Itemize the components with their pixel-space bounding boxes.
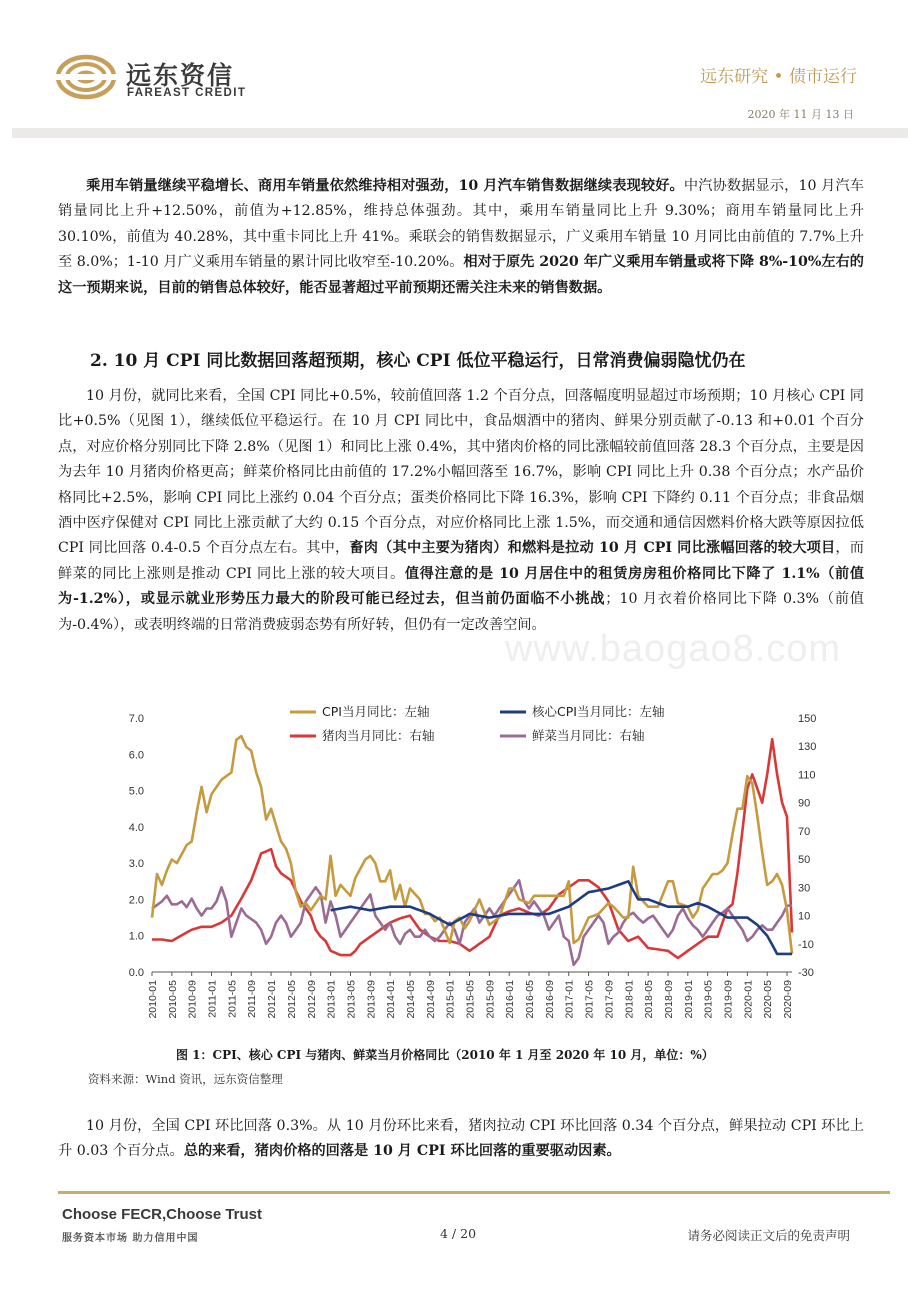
fareast-logo-icon (56, 54, 116, 100)
series-line-cpi (152, 736, 792, 954)
cpi-highlight-1: 畜肉（其中主要为猪肉）和燃料是拉动 10 月 CPI 同比涨幅回落的较大项目 (349, 540, 836, 557)
x-axis-tick-label: 2011-05 (226, 980, 239, 1018)
cpi-body-3: ；10 月衣着价格同比下降 0.3%（前值为-0.4%），或表明终端的日常消费疲弱态势有所好转，但仍有一定改善空间。 (58, 591, 864, 633)
footer-subtitle: 服务资本市场 助力信用中国 (62, 1233, 199, 1244)
x-axis-tick-label: 2013-01 (325, 980, 338, 1019)
x-axis-tick-label: 2012-09 (305, 980, 318, 1019)
x-axis-tick-label: 2011-09 (246, 980, 259, 1018)
x-axis-tick-label: 2018-09 (662, 980, 675, 1019)
logo-text-en: FAREAST CREDIT (127, 87, 247, 99)
figure-source: 资料来源：Wind 资讯，远东资信整理 (88, 1072, 283, 1086)
left-axis-tick-label: 1.0 (128, 930, 144, 943)
x-axis-tick-label: 2012-01 (266, 980, 279, 1019)
x-axis-tick-label: 2017-01 (563, 980, 576, 1019)
left-axis-tick-label: 2.0 (128, 894, 144, 907)
legend-label-pork: 猪肉当月同比：右轴 (322, 728, 435, 743)
x-axis-tick-label: 2014-05 (404, 980, 417, 1019)
right-axis-tick-label: 50 (798, 854, 811, 867)
x-axis-tick-label: 2017-05 (583, 980, 596, 1019)
x-axis-tick-label: 2020-09 (782, 980, 795, 1019)
logo-text-cn: 远东资信 (126, 61, 235, 90)
auto-sales-body: 中汽协数据显示，10 月汽车销量同比上升+12.50%，前值为+12.85%，维持总体强劲。其中，乘用车销量同比上升 9.30%；商用车销量同比上升 30.10%，前值为 40.28%，其中重卡同比上升 41%。乘联会的销售数据显示，广义乘用车销量 10 月同比由前值的 7.7%上升至 8.0%；1-10 月广义乘用车销量的累计同比收窄至-10.20%。 (58, 178, 864, 271)
x-axis-tick-label: 2019-09 (722, 980, 735, 1019)
legend-label-vegetable: 鲜菜当月同比：右轴 (532, 728, 645, 743)
x-axis-tick-label: 2016-01 (504, 980, 517, 1019)
left-axis-tick-label: 6.0 (128, 749, 144, 762)
figure-caption: 图 1：CPI、核心 CPI 与猪肉、鲜菜当月价格同比（2010 年 1 月至 2020 年 10 月，单位：%） (176, 1048, 714, 1062)
report-category: 远东研究 • 债市运行 (700, 67, 857, 87)
left-axis-tick-label: 7.0 (128, 713, 144, 725)
right-axis-tick-label: 110 (798, 769, 816, 782)
auto-sales-lead: 乘用车销量继续平稳增长、商用车销量依然维持相对强劲，10 月汽车销售数据继续表现较好。 (86, 178, 684, 194)
right-axis-tick-label: 10 (798, 910, 811, 923)
right-axis-tick-label: 150 (798, 713, 817, 725)
x-axis-tick-label: 2018-05 (643, 980, 656, 1019)
footer-divider (58, 1191, 890, 1194)
cpi-mom-conclusion: 总的来看，猪肉价格的回落是 10 月 CPI 环比回落的重要驱动因素。 (183, 1143, 621, 1160)
legend-label-cpi: CPI当月同比：左轴 (322, 704, 430, 719)
x-axis-tick-label: 2010-01 (147, 980, 159, 1019)
x-axis-tick-label: 2015-01 (444, 980, 457, 1019)
x-axis-tick-label: 2020-05 (762, 980, 775, 1019)
legend-label-core-cpi: 核心CPI当月同比：左轴 (532, 704, 665, 719)
watermark: www.baogao8.com (505, 628, 842, 670)
x-axis-tick-label: 2019-01 (682, 980, 695, 1019)
left-axis-tick-label: 5.0 (128, 785, 144, 798)
cpi-chart (110, 698, 830, 1038)
right-axis-tick-label: -10 (798, 938, 814, 951)
x-axis-tick-label: 2016-05 (524, 980, 537, 1019)
section-title-cpi: 2. 10 月 CPI 同比数据回落超预期，核心 CPI 低位平稳运行，日常消费偏弱隐忧仍在 (90, 351, 746, 371)
x-axis-tick-label: 2013-09 (365, 980, 378, 1019)
right-axis-tick-label: 30 (798, 882, 811, 895)
cpi-highlight-2: 值得注意的是 10 月居住中的租赁房房租价格同比下降了 1.1%（前值为-1.2%），或显示就业形势压力最大的阶段可能已经过去，但当前仍面临不小挑战 (58, 565, 865, 608)
left-axis-tick-label: 4.0 (128, 821, 144, 834)
left-axis-tick-label: 3.0 (128, 858, 144, 871)
page-number: 4 / 20 (440, 1226, 477, 1241)
x-axis-tick-label: 2020-01 (742, 980, 755, 1019)
left-axis-tick-label: 0.0 (128, 967, 144, 979)
series-line-pork (152, 739, 792, 958)
x-axis-tick-label: 2016-09 (543, 980, 556, 1019)
footer-slogan: Choose FECR,Choose Trust (62, 1206, 263, 1223)
right-axis-tick-label: 130 (798, 741, 817, 754)
cpi-body-1: 10 月份，就同比来看，全国 CPI 同比+0.5%，较前值回落 1.2 个百分点，回落幅度明显超过市场预期；10 月核心 CPI 同比+0.5%（见图 1），继续低位平稳运行。在 10 月 CPI 同比中，食品烟酒中的猪肉、鲜果分别贡献了-0.13 和+0.01 个百分点，对应价格分别同比下降 2.8%（见图 1）和同比上涨 0.4%，其中猪肉价格的同比涨幅较前值回落 28.3 个百分点，主要是因为去年 10 月猪肉价格更高；鲜菜价格同比由前值的 17.2%小幅回落至 16.7%，影响 CPI 同比上升 0.38 个百分点；水产品价格同比+2.5%，影响 CPI 同比上涨约 0.04 个百分点；蛋类价格同比下降 16.3%，影响 CPI 下降约 0.11 个百分点；非食品烟酒中医疗保健对 CPI 同比上涨贡献了大约 0.15 个百分点，对应价格同比上涨 1.5%，而交通和通信因燃料价格大跌等原因拉低 CPI 同比回落 0.4-0.5 个百分点左右。其中， (58, 388, 864, 557)
x-axis-tick-label: 2014-09 (424, 980, 437, 1019)
series-line-vegetable (152, 880, 792, 965)
paragraph-auto-sales (58, 174, 864, 301)
x-axis-tick-label: 2015-09 (484, 980, 497, 1019)
x-axis-tick-label: 2012-05 (285, 980, 298, 1019)
x-axis-tick-label: 2010-09 (186, 980, 199, 1019)
header-divider (12, 128, 908, 138)
x-axis-tick-label: 2018-01 (623, 980, 636, 1019)
right-axis-tick-label: 70 (798, 825, 811, 838)
auto-sales-conclusion: 相对于原先 2020 年广义乘用车销量或将下降 8%-10%左右的这一预期来说，目前的销售总体较好，能否显著超过平前预期还需关注未来的销售数据。 (58, 254, 864, 296)
x-axis-tick-label: 2014-01 (385, 980, 398, 1019)
x-axis-tick-label: 2015-05 (464, 980, 477, 1019)
x-axis-tick-label: 2013-05 (345, 980, 358, 1019)
report-date: 2020 年 11 月 13 日 (747, 108, 854, 121)
x-axis-tick-label: 2019-05 (702, 980, 715, 1019)
x-axis-tick-label: 2011-01 (206, 980, 219, 1018)
cpi-mom-body: 10 月份，全国 CPI 环比回落 0.3%。从 10 月份环比来看，猪肉拉动 CPI 环比回落 0.34 个百分点，鲜果拉动 CPI 环比上升 0.03 个百分点。 (58, 1118, 864, 1160)
paragraph-cpi (58, 384, 864, 638)
x-axis-tick-label: 2010-05 (166, 980, 179, 1019)
right-axis-tick-label: -30 (798, 967, 814, 979)
right-axis-tick-label: 90 (798, 797, 811, 810)
x-axis-tick-label: 2017-09 (603, 980, 616, 1019)
disclaimer-note: 请务必阅读正文后的免责声明 (687, 1228, 850, 1243)
cpi-body-2: ，而鲜菜的同比上涨则是推动 CPI 同比上涨的较大项目。 (58, 540, 864, 582)
paragraph-cpi-mom (58, 1114, 864, 1165)
